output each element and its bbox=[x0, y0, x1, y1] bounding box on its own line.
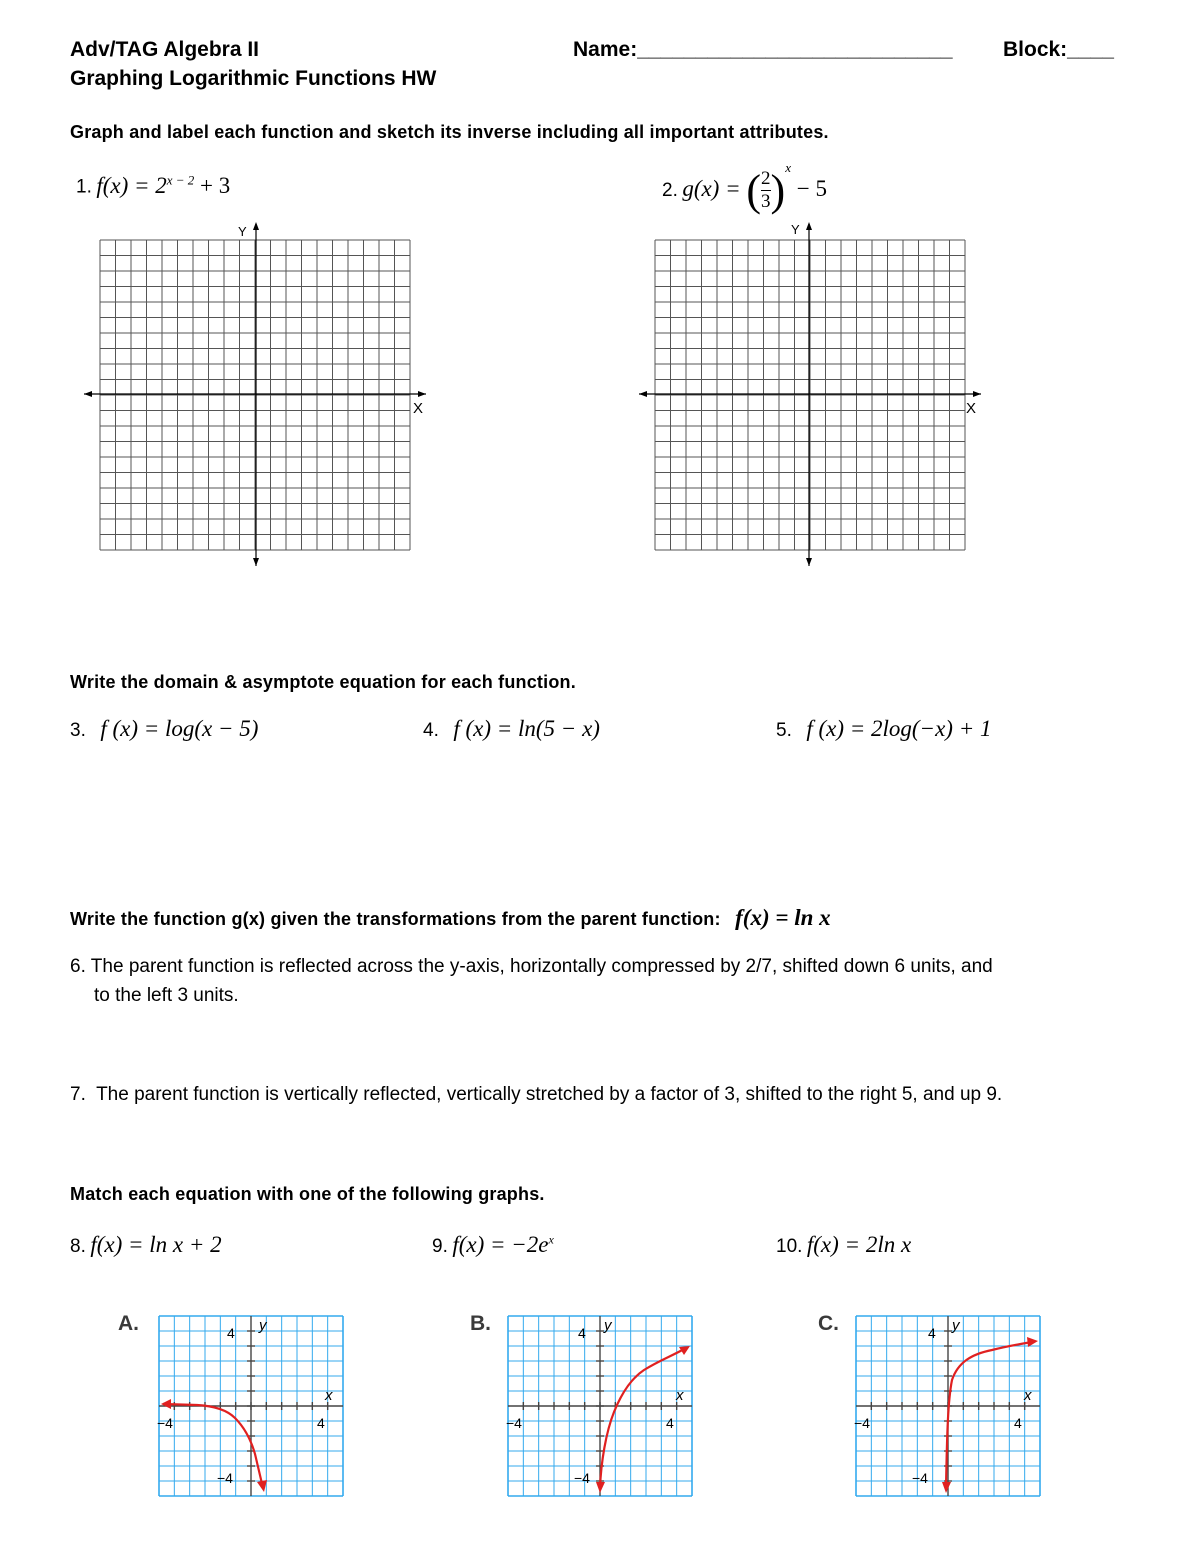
x-axis-arrow-left bbox=[84, 391, 92, 397]
problem-8 bbox=[70, 1232, 222, 1258]
problem-3-expression: f (x) = log(x − 5) bbox=[100, 716, 259, 741]
y-axis-arrow-up bbox=[806, 222, 812, 230]
problem-5-number: 5. bbox=[776, 720, 792, 741]
y-axis-label: Y bbox=[238, 224, 247, 239]
block-field[interactable]: Block:____ bbox=[1003, 38, 1114, 61]
graph-b[interactable] bbox=[504, 1312, 696, 1500]
problem-7-text: The parent function is vertically reflected, vertically stretched by a factor of 3, shifted to the right 5, and up 9. bbox=[96, 1084, 1003, 1105]
tick-4-y: 4 bbox=[928, 1325, 936, 1341]
x-label: x bbox=[1024, 1387, 1032, 1404]
course-name: Adv/TAG Algebra II bbox=[70, 38, 260, 61]
problem-4 bbox=[423, 716, 600, 742]
problem-10 bbox=[776, 1232, 911, 1258]
tick-neg4-x: −4 bbox=[854, 1415, 870, 1431]
tick-neg4-x: −4 bbox=[506, 1415, 522, 1431]
y-axis-arrow-up bbox=[253, 222, 259, 230]
y-label: y bbox=[952, 1317, 960, 1334]
problem-10-expression: f(x) = 2ln x bbox=[806, 1232, 912, 1257]
tick-4-y: 4 bbox=[578, 1325, 586, 1341]
problem-8-number: 8. bbox=[70, 1236, 86, 1257]
curve-a-arrow-left bbox=[161, 1399, 171, 1409]
tick-neg4-y: −4 bbox=[217, 1470, 233, 1486]
y-label: y bbox=[604, 1317, 612, 1334]
problem-9 bbox=[432, 1232, 554, 1258]
graph-grid-1[interactable] bbox=[80, 216, 440, 572]
section4-instruction: Match each equation with one of the following graphs. bbox=[70, 1184, 545, 1204]
graph-c-label: C. bbox=[818, 1312, 839, 1335]
problem-8-expression: f(x) = ln x + 2 bbox=[90, 1232, 222, 1257]
curve-a-arrow-down bbox=[257, 1480, 267, 1492]
problem-9-number: 9. bbox=[432, 1236, 448, 1257]
y-axis-arrow-down bbox=[253, 558, 259, 566]
y-axis-arrow-down bbox=[806, 558, 812, 566]
graph-c[interactable] bbox=[852, 1312, 1044, 1500]
problem-1-expression: $f(x) = 2^{x - 2} + 3$ bbox=[96, 172, 231, 198]
curve-b-arrow-down bbox=[596, 1482, 605, 1493]
x-axis-label: X bbox=[966, 400, 977, 417]
problem-5 bbox=[776, 716, 991, 742]
problem-10-number: 10. bbox=[776, 1236, 803, 1257]
tick-4-x: 4 bbox=[317, 1415, 325, 1431]
parent-function: f(x) = ln x bbox=[735, 905, 831, 930]
name-field[interactable]: Name:___________________________ bbox=[573, 38, 953, 61]
section3-instruction: Write the function g(x) given the transformations from the parent function: bbox=[70, 909, 721, 929]
problem-2-expression: g(x) = ( $\frac{2}{3}$ )$^x$ − 5 bbox=[682, 160, 827, 216]
problem-4-expression: f (x) = ln(5 − x) bbox=[453, 716, 600, 741]
problem-2 bbox=[662, 160, 827, 216]
graph-b-label: B. bbox=[470, 1312, 491, 1335]
problem-6-text-line1: The parent function is reflected across the y-axis, horizontally compressed by 2/7, shifted down 6 units, and bbox=[90, 956, 993, 977]
y-label: y bbox=[259, 1317, 267, 1334]
problem-7-number: 7. bbox=[70, 1084, 86, 1105]
y-axis-label: Y bbox=[791, 222, 800, 237]
curve-a bbox=[163, 1404, 263, 1488]
graph-a-label: A. bbox=[118, 1312, 139, 1335]
x-axis-arrow-right bbox=[973, 391, 981, 397]
problem-6 bbox=[70, 952, 1150, 1010]
x-label: x bbox=[676, 1387, 684, 1404]
graph-grid-2[interactable] bbox=[635, 216, 995, 572]
problem-3-number: 3. bbox=[70, 720, 86, 741]
tick-4-x: 4 bbox=[1014, 1415, 1022, 1431]
problem-5-expression: f (x) = 2log(−x) + 1 bbox=[806, 716, 992, 741]
problem-3 bbox=[70, 716, 258, 742]
x-axis-label: X bbox=[413, 400, 424, 417]
section2-instruction: Write the domain & asymptote equation for each function. bbox=[70, 672, 576, 692]
problem-9-expression: $f(x) = -2e^x$ bbox=[452, 1232, 554, 1257]
problem-4-number: 4. bbox=[423, 720, 439, 741]
section1-instruction: Graph and label each function and sketch its inverse including all important attributes. bbox=[70, 122, 829, 142]
tick-neg4-y: −4 bbox=[912, 1470, 928, 1486]
problem-1 bbox=[76, 172, 230, 199]
problem-6-number: 6. bbox=[70, 956, 86, 977]
tick-neg4-x: −4 bbox=[157, 1415, 173, 1431]
x-axis-arrow-left bbox=[639, 391, 647, 397]
assignment-title: Graphing Logarithmic Functions HW bbox=[70, 67, 437, 90]
problem-6-text-line2: to the left 3 units. bbox=[94, 985, 239, 1006]
section3-heading bbox=[70, 905, 831, 931]
tick-neg4-y: −4 bbox=[574, 1470, 590, 1486]
tick-4-x: 4 bbox=[666, 1415, 674, 1431]
problem-7 bbox=[70, 1080, 1170, 1109]
tick-4-y: 4 bbox=[227, 1325, 235, 1341]
x-axis-arrow-right bbox=[418, 391, 426, 397]
x-label: x bbox=[325, 1387, 333, 1404]
curve-c-arrow-down bbox=[942, 1482, 951, 1493]
problem-1-number: 1. bbox=[76, 176, 92, 198]
graph-a[interactable] bbox=[155, 1312, 347, 1500]
problem-2-number: 2. bbox=[662, 180, 678, 201]
